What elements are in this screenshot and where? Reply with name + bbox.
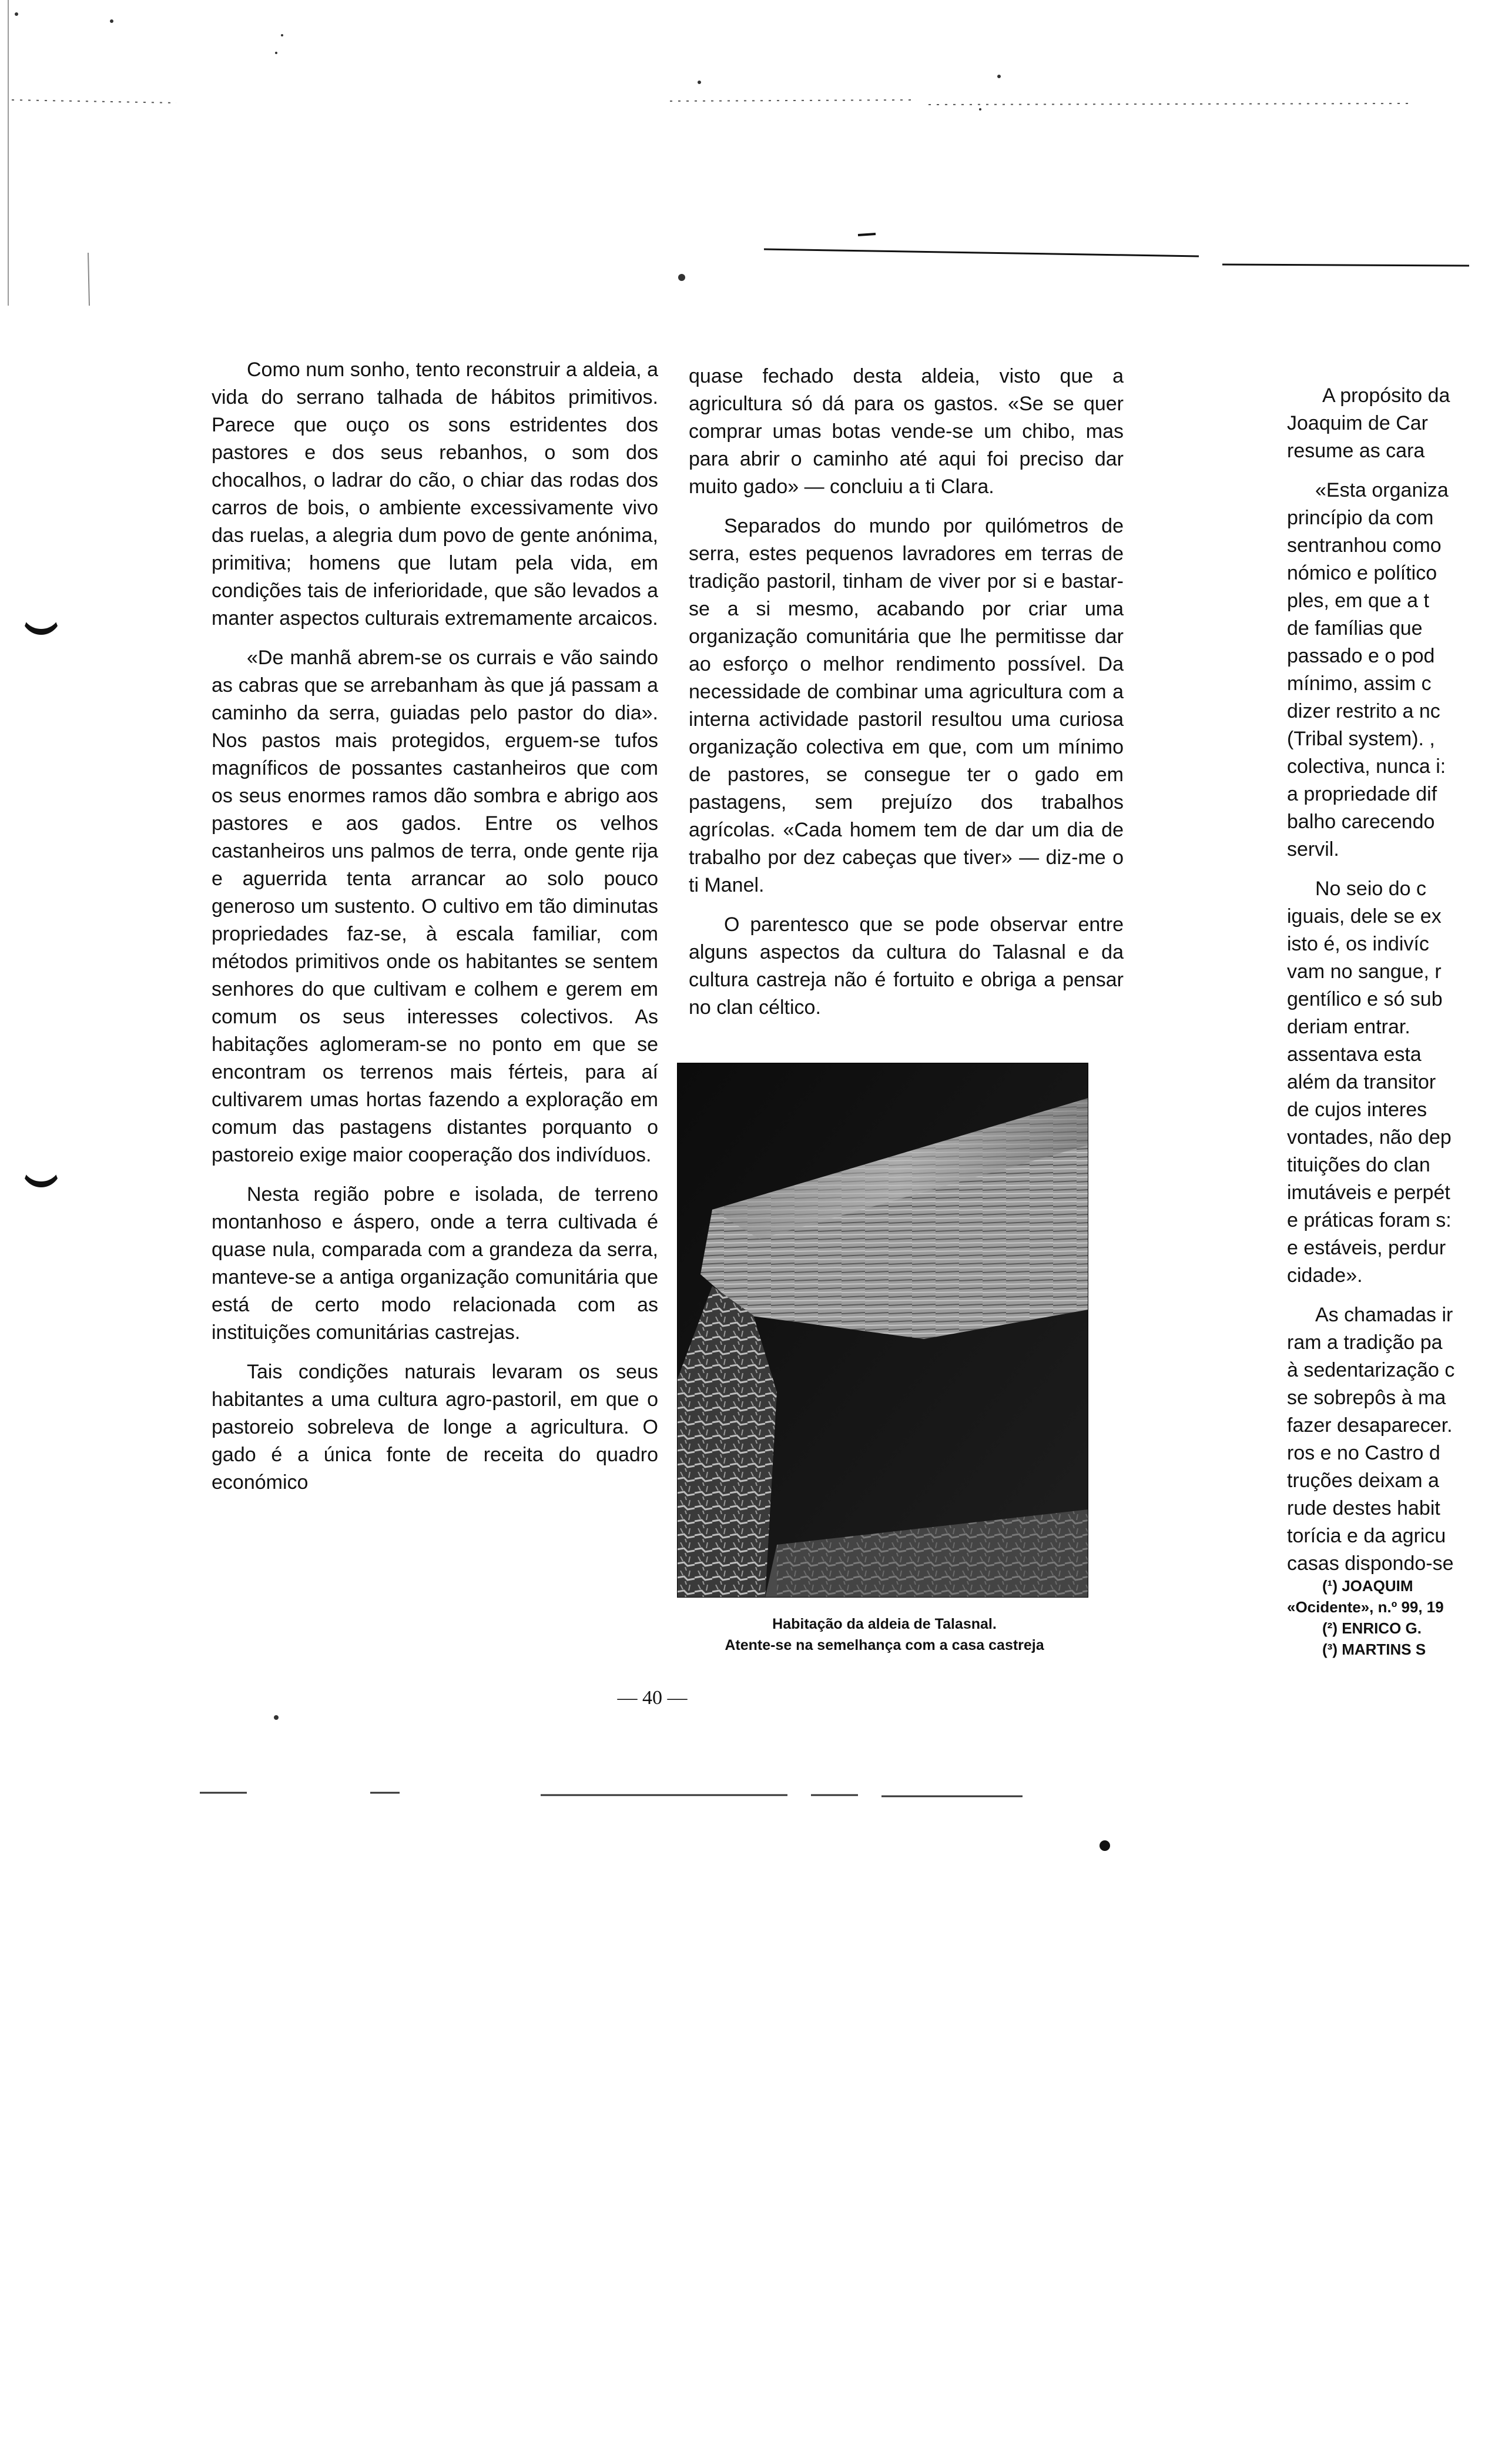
text-line: iguais, dele se ex bbox=[1287, 905, 1442, 928]
article-column-1 bbox=[212, 356, 658, 1508]
scan-noise-bottom bbox=[0, 1705, 1495, 1857]
caption-line: Atente-se na semelhança com a casa castreja bbox=[725, 1637, 1044, 1653]
text-line: «Esta organiza bbox=[1315, 479, 1449, 501]
article-column-2 bbox=[689, 363, 1124, 1033]
village-house-photo bbox=[677, 1063, 1088, 1598]
text-line: mínimo, assim c bbox=[1287, 672, 1432, 695]
text-line: nómico e político bbox=[1287, 562, 1437, 584]
text-line: princípio da com bbox=[1287, 507, 1434, 529]
text-line: vontades, não dep bbox=[1287, 1126, 1452, 1149]
footnote: «Ocidente», n.º 99, 19 bbox=[1287, 1598, 1444, 1616]
text-line: (Tribal system). , bbox=[1287, 728, 1435, 750]
paragraph: Separados do mundo por quilómetros de serra, estes pequenos lavradores em terras de tradição pastoril, tinham de viver por si e bastar-se a si mesmo, acabando por criar uma organização comunitária que lhe permitisse dar ao esforço o melhor rendimento possível. Da necessidade de combinar uma agricultura com a interna actividade pastoril resultou uma curiosa organização colectiva em que, com um mínimo de pastores, se consegue ter o gado em pastagens, sem prejuízo dos trabalhos agrícolas. «Cada homem tem de dar um dia de trabalho por dez cabeças que tiver» — diz-me o ti Manel. bbox=[689, 515, 1124, 896]
footnote: (²) ENRICO G. bbox=[1322, 1619, 1422, 1637]
text-line: torícia e da agricu bbox=[1287, 1525, 1446, 1547]
text-line: cidade». bbox=[1287, 1264, 1363, 1287]
text-line: assentava esta bbox=[1287, 1043, 1422, 1066]
text-line: à sedentarização c bbox=[1287, 1359, 1455, 1381]
paragraph: O parentesco que se pode observar entre alguns aspectos da cultura do Talasnal e da cultura castreja não é fortuito e obriga a pensar no clan céltico. bbox=[689, 913, 1124, 1019]
paragraph bbox=[1287, 875, 1495, 1290]
text-line: e práticas foram s: bbox=[1287, 1209, 1452, 1231]
text-line: de famílias que bbox=[1287, 617, 1423, 640]
text-line: a propriedade dif bbox=[1287, 783, 1437, 805]
text-line: isto é, os indivíc bbox=[1287, 933, 1429, 955]
article-column-3-cropped bbox=[1287, 382, 1495, 1578]
text-line: As chamadas ir bbox=[1315, 1304, 1453, 1326]
text-line: sentranhou como bbox=[1287, 534, 1442, 557]
text-line: resume as cara bbox=[1287, 440, 1425, 462]
photo-caption bbox=[635, 1613, 1134, 1656]
paragraph: Tais condições naturais levaram os seus habitantes a uma cultura agro-pastoril, em que o pastoreio sobreleva de longe a agricultura. O gado é a única fonte de receita do quadro económico bbox=[212, 1361, 658, 1494]
text-line: servil. bbox=[1287, 838, 1339, 861]
text-line: imutáveis e perpét bbox=[1287, 1181, 1450, 1204]
page-number: — 40 — bbox=[617, 1687, 688, 1709]
punch-hole-mark-upper bbox=[21, 594, 61, 635]
text-line: balho carecendo bbox=[1287, 811, 1435, 833]
text-line: passado e o pod bbox=[1287, 645, 1435, 667]
text-line: colectiva, nunca i: bbox=[1287, 755, 1446, 778]
text-line: e estáveis, perdur bbox=[1287, 1237, 1446, 1259]
paragraph: Como num sonho, tento reconstruir a aldeia, a vida do serrano talhada de hábitos primitivos. Parece que ouço os sons estridentes dos pastores e dos seus rebanhos, o som dos chocalhos, o ladrar do cão, o chiar das rodas dos carros de bois, o ambiente excessivamente vivo das ruelas, a alegria dum povo de gente anónima, primitiva; homens que lutam pela vida, em condições tais de inferioridade, que são levados a manter aspectos culturais extremamente arcaicos. bbox=[212, 359, 658, 630]
footnote: (³) MARTINS S bbox=[1322, 1641, 1426, 1658]
text-line: No seio do c bbox=[1315, 878, 1426, 900]
text-line: vam no sangue, r bbox=[1287, 960, 1442, 983]
paragraph bbox=[1287, 477, 1495, 863]
text-line: além da transitor bbox=[1287, 1071, 1436, 1093]
text-line: ram a tradição pa bbox=[1287, 1331, 1443, 1354]
punch-hole-mark-lower bbox=[21, 1146, 61, 1187]
paragraph: Nesta região pobre e isolada, de terreno montanhoso e áspero, onde a terra cultivada é quase nula, comparada com a grandeza da serra, manteve-se a antiga organização comunitária que está de certo modo relacionada com as instituições comunitárias castrejas. bbox=[212, 1183, 658, 1344]
footnotes bbox=[1287, 1575, 1495, 1660]
text-line: truções deixam a bbox=[1287, 1469, 1439, 1492]
text-line: deriam entrar. bbox=[1287, 1016, 1410, 1038]
scan-noise-top bbox=[0, 0, 1495, 306]
text-line: ros e no Castro d bbox=[1287, 1442, 1440, 1464]
text-line: tituições do clan bbox=[1287, 1154, 1430, 1176]
paragraph: «De manhã abrem-se os currais e vão saindo as cabras que se arrebanham às que já passam a caminho da serra, guiadas pelo pastor do dia». Nos pastos mais protegidos, erguem-se tufos magníficos de possantes castanheiros que com os seus enormes ramos dão sombra e abrigo aos pastores e aos gados. Entre os velhos castanheiros uns palmos de terra, onde gente rija e aguerrida tenta arrancar ao solo pouco generoso um sustento. O cultivo em tão diminutas propriedades faz-se, à escala familiar, com métodos primitivos onde os habitantes se sentem senhores do que cultivam e colhem e gerem em comum os seus interesses colectivos. As habitações aglomeram-se no ponto em que se encontram os terrenos mais férteis, para aí cultivarem umas hortas fazendo a exploração em comum das pastagens distantes porquanto o pastoreio exige maior cooperação dos indivíduos. bbox=[212, 647, 658, 1166]
text-line: casas dispondo-se bbox=[1287, 1552, 1454, 1575]
text-line: A propósito da bbox=[1322, 384, 1450, 407]
text-line: se sobrepôs à ma bbox=[1287, 1387, 1446, 1409]
text-line: rude destes habit bbox=[1287, 1497, 1440, 1519]
text-line: de cujos interes bbox=[1287, 1099, 1427, 1121]
text-line: fazer desaparecer. bbox=[1287, 1414, 1453, 1437]
text-line: gentílico e só sub bbox=[1287, 988, 1443, 1010]
text-line: Joaquim de Car bbox=[1287, 412, 1429, 434]
paragraph bbox=[1287, 1301, 1495, 1578]
caption-line: Habitação da aldeia de Talasnal. bbox=[772, 1616, 997, 1632]
paragraph: quase fechado desta aldeia, visto que a agricultura só dá para os gastos. «Se se quer comprar umas botas vende-se um chibo, mas para abrir o caminho até aqui foi preciso dar muito gado» — concluiu a ti Clara. bbox=[689, 365, 1124, 498]
text-line: ples, em que a t bbox=[1287, 590, 1429, 612]
text-line: dizer restrito a nc bbox=[1287, 700, 1440, 722]
footnote: (¹) JOAQUIM bbox=[1322, 1577, 1413, 1595]
